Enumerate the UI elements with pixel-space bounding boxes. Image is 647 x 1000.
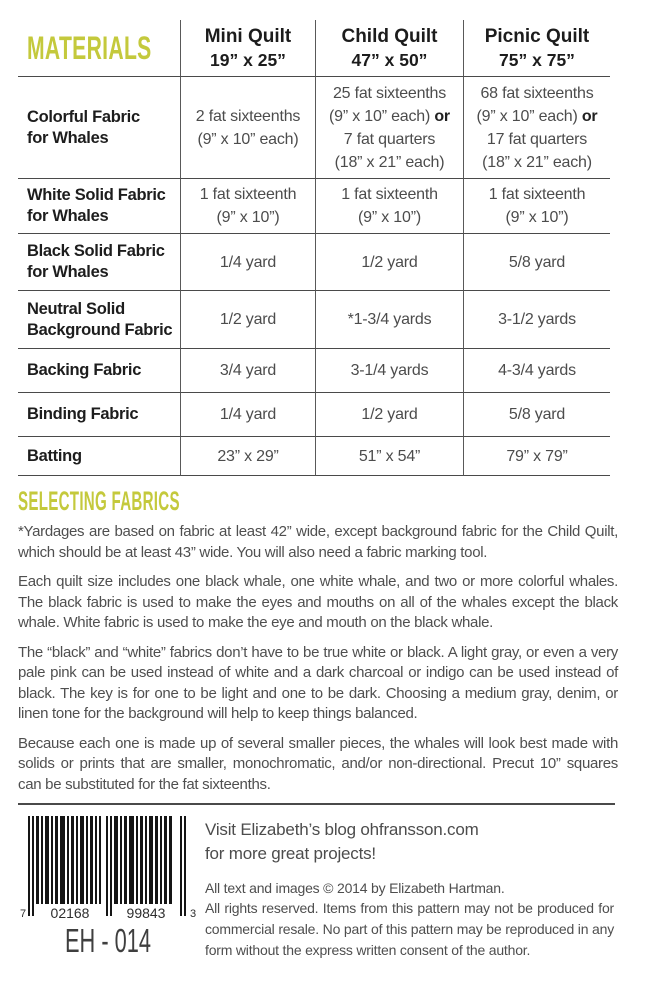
footer-divider [18, 803, 615, 805]
copyright-block [205, 878, 614, 961]
cell-backing-mini: 3/4 yard [180, 348, 315, 392]
cell-black-child: 1/2 yard [315, 233, 463, 290]
footer-text-block [205, 818, 614, 961]
barcode-digits-group1: 02168 [50, 905, 90, 921]
cell-binding-picnic: 5/8 yard [463, 392, 610, 436]
selecting-fabrics-paragraph-4: Because each one is made up of several smaller pieces, the whales will look best made with solids or prints that are smaller, monochromatic, and/or non-directional. Precut 10” squares can be substituted for the fat sixteenths. [18, 734, 618, 793]
column-name: Mini Quilt [204, 26, 292, 47]
cell-white-picnic: 1 fat sixteenth (9” x 10”) [463, 178, 610, 233]
cell-backing-picnic: 4-3/4 yards [463, 348, 610, 392]
cell-colorful-mini: 2 fat sixteenths (9” x 10” each) [180, 76, 315, 178]
barcode [18, 814, 198, 924]
cell-batting-child: 51” x 54” [315, 436, 463, 476]
copyright-text: All rights reserved. Items from this pattern may not be produced for commercial resale. No part of this pattern may be reproduced in any form without the express written consent of the author. [205, 900, 614, 958]
cell-neutral-picnic: 3-1/2 yards [463, 290, 610, 348]
copyright-line: All text and images © 2014 by Elizabeth Hartman. [205, 880, 505, 896]
column-name: Picnic Quilt [484, 26, 590, 47]
column-header-picnic-quilt [463, 20, 610, 76]
row-label-neutral-background-fabric: Neutral Solid Background Fabric [18, 290, 180, 348]
column-size: 19” x 25” [210, 50, 286, 70]
row-label-colorful-fabric: Colorful Fabric for Whales [18, 76, 180, 178]
row-label-binding-fabric: Binding Fabric [18, 392, 180, 436]
cell-binding-mini: 1/4 yard [180, 392, 315, 436]
column-size: 75” x 75” [499, 50, 575, 70]
materials-table-title-cell [18, 20, 180, 76]
cell-white-child: 1 fat sixteenth (9” x 10”) [315, 178, 463, 233]
cell-neutral-mini: 1/2 yard [180, 290, 315, 348]
selecting-fabrics-paragraph-2: Each quilt size includes one black whale, one white whale, and two or more colorful whales. The black fabric is used to make the eyes and mouths on all of the whales except the black whale. White fabric is used to make the eye and mouth on the black whale. [18, 573, 618, 631]
cell-backing-child: 3-1/4 yards [315, 348, 463, 392]
barcode-digits-group2: 99843 [126, 905, 166, 921]
row-label-backing-fabric: Backing Fabric [18, 348, 180, 392]
barcode-block [18, 814, 198, 960]
selecting-fabrics-paragraph-3: The “black” and “white” fabrics don’t have to be true white or black. A light gray, or even a very pale pink can be used instead of white and a dark charcoal or indigo can be used instead of black. The key is for one to be light and one to be dark. Choosing a medium gray, denim, or linen tone for the background will help to keep things balanced. [18, 643, 618, 722]
cell-batting-mini: 23” x 29” [180, 436, 315, 476]
cell-white-mini: 1 fat sixteenth (9” x 10”) [180, 178, 315, 233]
materials-title: MATERIALS [27, 29, 152, 66]
blog-promo-line-2: for more great projects! [205, 844, 376, 863]
selecting-fabrics-section [18, 486, 618, 804]
cell-black-picnic: 5/8 yard [463, 233, 610, 290]
cell-binding-child: 1/2 yard [315, 392, 463, 436]
barcode-digit-left: 7 [20, 908, 27, 920]
row-label-white-solid-fabric: White Solid Fabric for Whales [18, 178, 180, 233]
blog-promo-line-1: Visit Elizabeth’s blog ohfransson.com [205, 820, 479, 839]
pattern-number: EH - 014 [65, 922, 151, 959]
materials-table [18, 20, 610, 476]
column-size: 47” x 50” [351, 50, 428, 70]
row-label-batting: Batting [18, 436, 180, 476]
column-name: Child Quilt [341, 26, 438, 47]
selecting-fabrics-paragraph-1: *Yardages are based on fabric at least 42” wide, except background fabric for the Child Quilt, which should be at least 43” wide. You will also need a fabric marking tool. [18, 523, 618, 561]
column-header-mini-quilt [180, 20, 315, 76]
column-header-child-quilt [315, 20, 463, 76]
cell-batting-picnic: 79” x 79” [463, 436, 610, 476]
cell-colorful-child: 25 fat sixteenths (9” x 10” each) or 7 fat quarters (18” x 21” each) [315, 76, 463, 178]
cell-black-mini: 1/4 yard [180, 233, 315, 290]
selecting-fabrics-heading: SELECTING FABRICS [18, 486, 180, 516]
cell-colorful-picnic: 68 fat sixteenths (9” x 10” each) or 17 fat quarters (18” x 21” each) [463, 76, 610, 178]
row-label-black-solid-fabric: Black Solid Fabric for Whales [18, 233, 180, 290]
barcode-digit-right: 3 [190, 908, 197, 920]
cell-neutral-child: *1-3/4 yards [315, 290, 463, 348]
